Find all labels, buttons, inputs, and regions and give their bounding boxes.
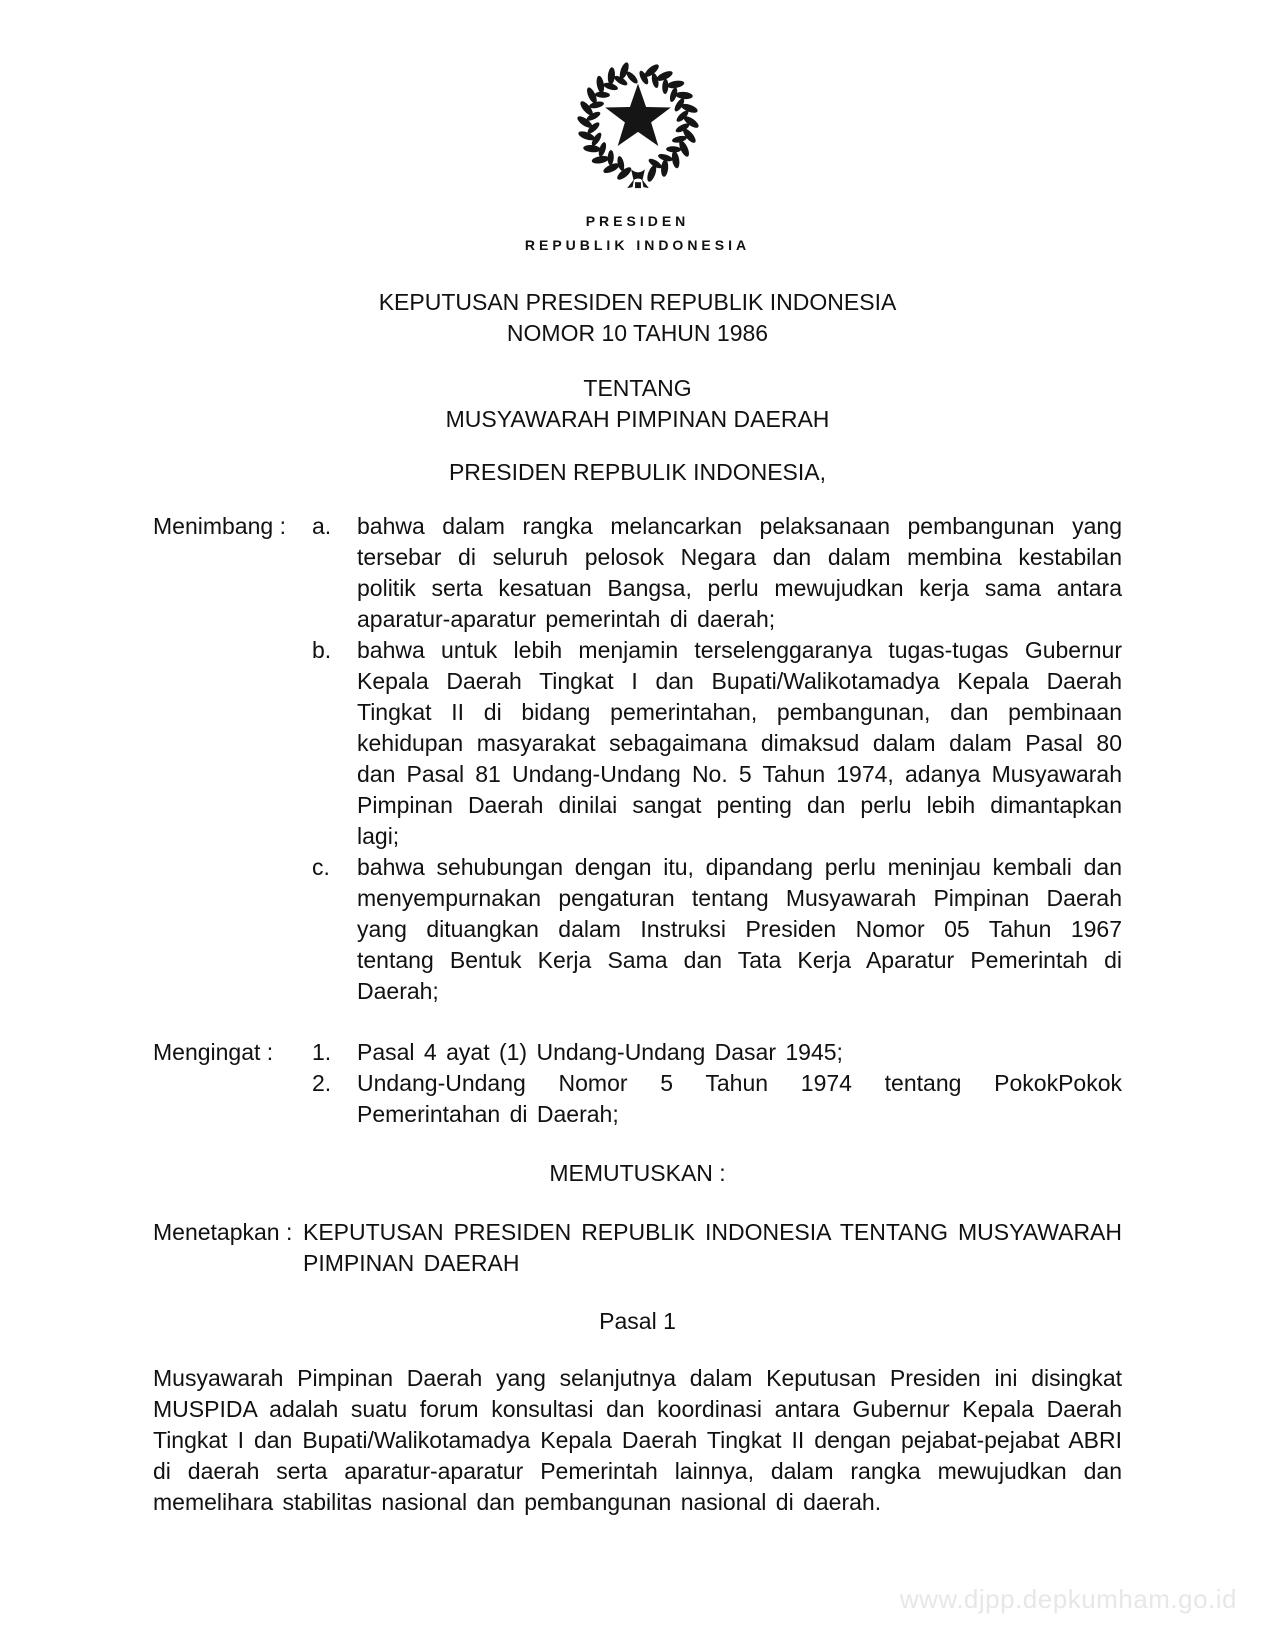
enacting-label: Menetapkan : (153, 1219, 293, 1245)
recalling-item-marker: 1. (312, 1039, 332, 1065)
recalling-item-text: Pasal 4 ayat (1) Undang-Undang Dasar 1945; (357, 1039, 843, 1065)
article-heading: Pasal 1 (599, 1308, 676, 1334)
article-body: Musyawarah Pimpinan Daerah yang selanjutnya dalam Keputusan Presiden ini disingkat MUSPIDA adalah suatu forum konsultasi dan koordinasi antara Gubernur Kepala Daerah Tingkat I dan Bupati/Walikotamadya Kepala Daerah Tingkat II dengan pejabat-pejabat ABRI di daerah serta aparatur-aparatur Pemerintah lainnya, dalam rangka mewujudkan dan memelihara stabilitas nasional dan pembangunan nasional di daerah. (153, 1365, 1122, 1515)
recalling-item-text: Undang-Undang Nomor 5 Tahun 1974 tentang PokokPokok Pemerintahan di Daerah; (357, 1070, 1122, 1127)
recalling-section (153, 1037, 1122, 1130)
enacting-text: KEPUTUSAN PRESIDEN REPUBLIK INDONESIA TENTANG MUSYAWARAH PIMPINAN DAERAH (303, 1219, 1122, 1276)
considering-item-text: bahwa sehubungan dengan itu, dipandang perlu meninjau kembali dan menyempurnakan pengaturan tentang Musyawarah Pimpinan Daerah yang dituangkan dalam Instruksi Presiden Nomor 05 Tahun 1967 tentang Bentuk Kerja Sama dan Tata Kerja Aparatur Pemerintah di Daerah; (357, 854, 1122, 1004)
subject-value: MUSYAWARAH PIMPINAN DAERAH (445, 406, 830, 432)
watermark: www.djpp.depkumham.go.id (899, 1584, 1237, 1614)
decision-heading: MEMUTUSKAN : (549, 1160, 726, 1186)
letterhead (153, 56, 1122, 257)
considering-item-marker: b. (312, 637, 332, 663)
considering-section (153, 511, 1122, 1007)
decree-title-block (153, 287, 1122, 349)
decree-number-line: NOMOR 10 TAHUN 1986 (506, 320, 769, 346)
subject-label: TENTANG (583, 375, 692, 401)
considering-item-marker: a. (312, 513, 332, 539)
enacting-section (153, 1217, 1122, 1279)
subject-block (153, 373, 1122, 435)
letterhead-line2: REPUBLIK INDONESIA (524, 237, 751, 253)
considering-item-text: bahwa dalam rangka melancarkan pelaksanaan pembangunan yang tersebar di seluruh pelosok Negara dan dalam membina kestabilan politik serta kesatuan Bangsa, perlu mewujudkan kerja sama antara aparatur-aparatur pemerintah di daerah; (357, 513, 1122, 632)
considering-item-marker: c. (312, 854, 330, 880)
recalling-label: Mengingat : (153, 1039, 274, 1065)
recalling-item-marker: 2. (312, 1070, 332, 1096)
letterhead-line1: PRESIDEN (585, 213, 690, 229)
salutation-line: PRESIDEN REPBULIK INDONESIA, (448, 459, 827, 485)
decree-title-line: KEPUTUSAN PRESIDEN REPUBLIK INDONESIA (378, 289, 897, 315)
considering-item-text: bahwa untuk lebih menjamin terselenggaranya tugas-tugas Gubernur Kepala Daerah Tingkat I dan Bupati/Walikotamadya Kepala Daerah Tingkat II di bidang pemerintahan, pembangunan, dan pembinaan kehidupan masyarakat sebagaimana dimaksud dalam dalam Pasal 80 dan Pasal 81 Undang-Undang No. 5 Tahun 1974, adanya Musyawarah Pimpinan Daerah dinilai sangat penting dan perlu lebih dimantapkan lagi; (357, 637, 1122, 849)
letterhead-text (153, 209, 1122, 257)
wreath-ribbon-tie (627, 169, 649, 188)
star-icon (605, 84, 671, 146)
star-wreath-emblem-icon (569, 56, 707, 196)
considering-label: Menimbang : (153, 513, 286, 539)
